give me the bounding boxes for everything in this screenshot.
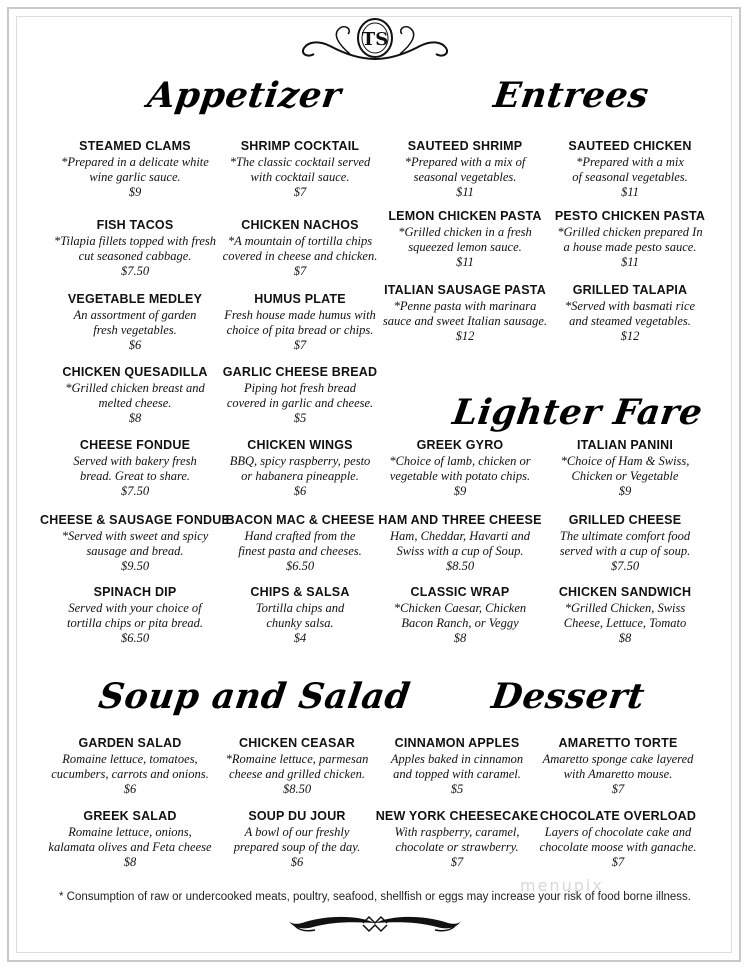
menu-item-chicken-wings bbox=[210, 437, 390, 499]
item-description: *Grilled Chicken, Swiss Cheese, Lettuce, Tomato bbox=[563, 601, 687, 630]
item-name: GRILLED CHEESE bbox=[568, 513, 682, 527]
appetizer-title: Appetizer bbox=[145, 75, 344, 116]
monogram-text: TS bbox=[361, 29, 389, 50]
item-price: $7 bbox=[611, 855, 625, 869]
item-name: PESTO CHICKEN PASTA bbox=[554, 209, 706, 223]
item-price: $7 bbox=[611, 782, 625, 796]
item-description: Tortilla chips and chunky salsa. bbox=[255, 601, 345, 630]
item-price: $8 bbox=[123, 855, 137, 869]
menu-item-pesto-chicken-pasta bbox=[540, 208, 720, 270]
item-price: $5 bbox=[450, 782, 464, 796]
item-name: CINNAMON APPLES bbox=[394, 736, 520, 750]
menu-item-amaretto-torte bbox=[528, 735, 708, 797]
soup-salad-title: Soup and Salad bbox=[96, 676, 413, 717]
item-name: GREEK GYRO bbox=[416, 438, 504, 452]
item-price: $9 bbox=[128, 185, 142, 199]
item-name: NEW YORK CHEESECAKE bbox=[375, 809, 539, 823]
item-description: *Grilled chicken breast and melted cheese. bbox=[65, 381, 205, 410]
item-price: $7 bbox=[293, 185, 307, 199]
menu-item-grilled-cheese bbox=[535, 512, 715, 574]
item-description: *Prepared with a mix of seasonal vegetables. bbox=[404, 155, 526, 184]
item-description: With raspberry, caramel, chocolate or strawberry. bbox=[394, 825, 520, 854]
item-price: $6.50 bbox=[285, 559, 315, 573]
item-description: Layers of chocolate cake and chocolate moose with ganache. bbox=[539, 825, 697, 854]
menu-item-steamed-clams bbox=[45, 138, 225, 200]
item-price: $7.50 bbox=[610, 559, 640, 573]
item-description: *Penne pasta with marinara sauce and sweet Italian sausage. bbox=[382, 299, 548, 328]
item-description: A bowl of our freshly prepared soup of the day. bbox=[233, 825, 361, 854]
item-name: CHOCOLATE OVERLOAD bbox=[539, 809, 697, 823]
item-description: Apples baked in cinnamon and topped with caramel. bbox=[390, 752, 524, 781]
item-name: SHRIMP COCKTAIL bbox=[240, 139, 360, 153]
item-name: ITALIAN PANINI bbox=[576, 438, 674, 452]
item-description: Amaretto sponge cake layered with Amaretto mouse. bbox=[542, 752, 694, 781]
item-price: $7.50 bbox=[120, 484, 150, 498]
item-name: BACON MAC & CHEESE bbox=[225, 513, 375, 527]
menu-item-cheese-fondue bbox=[45, 437, 225, 499]
menu-item-grilled-talapia bbox=[540, 282, 720, 344]
item-description: Served with your choice of tortilla chips or pita bread. bbox=[67, 601, 203, 630]
item-name: FISH TACOS bbox=[96, 218, 174, 232]
dessert-title: Dessert bbox=[489, 676, 648, 717]
menu-item-chicken-sandwich bbox=[535, 584, 715, 646]
item-price: $6 bbox=[293, 484, 307, 498]
item-name: CLASSIC WRAP bbox=[410, 585, 510, 599]
item-description: *The classic cocktail served with cocktail sauce. bbox=[229, 155, 371, 184]
menu-item-italian-sausage-pasta bbox=[370, 282, 560, 344]
menu-item-cinnamon-apples bbox=[367, 735, 547, 797]
item-name: CHEESE & SAUSAGE FONDUE bbox=[40, 513, 231, 527]
lighter-fare-title: Lighter Fare bbox=[450, 392, 706, 433]
item-name: GARLIC CHEESE BREAD bbox=[222, 365, 378, 379]
item-description: BBQ, spicy raspberry, pesto or habanera pineapple. bbox=[229, 454, 371, 483]
item-description: Romaine lettuce, onions, kalamata olives and Feta cheese bbox=[48, 825, 212, 854]
item-name: SAUTEED SHRIMP bbox=[407, 139, 523, 153]
item-name: ITALIAN SAUSAGE PASTA bbox=[384, 283, 546, 297]
item-name: GARDEN SALAD bbox=[78, 736, 182, 750]
menu-item-bacon-mac-cheese bbox=[210, 512, 390, 574]
item-price: $6 bbox=[123, 782, 137, 796]
item-price: $9.50 bbox=[120, 559, 150, 573]
item-description: Ham, Cheddar, Havarti and Swiss with a cup of Soup. bbox=[390, 529, 530, 558]
item-price: $7 bbox=[293, 338, 307, 352]
item-name: VEGETABLE MEDLEY bbox=[67, 292, 203, 306]
item-price: $6.50 bbox=[120, 631, 150, 645]
item-name: STEAMED CLAMS bbox=[79, 139, 191, 153]
item-description: Romaine lettuce, tomatoes, cucumbers, carrots and onions. bbox=[51, 752, 209, 781]
item-price: $11 bbox=[621, 185, 639, 199]
item-name: GRILLED TALAPIA bbox=[572, 283, 688, 297]
menu-item-ham-three-cheese bbox=[370, 512, 550, 574]
item-name: HAM AND THREE CHEESE bbox=[378, 513, 542, 527]
item-description: *Grilled chicken in a fresh squeezed lemon sauce. bbox=[398, 225, 532, 254]
menu-item-chocolate-overload bbox=[528, 808, 708, 870]
menu-item-humus-plate bbox=[210, 291, 390, 353]
menu-item-classic-wrap bbox=[370, 584, 550, 646]
item-description: Fresh house made humus with choice of pita bread or chips. bbox=[224, 308, 376, 337]
menu-item-spinach-dip bbox=[45, 584, 225, 646]
item-description: *Tilapia fillets topped with fresh cut seasoned cabbage. bbox=[53, 234, 217, 263]
item-price: $6 bbox=[128, 338, 142, 352]
item-price: $11 bbox=[456, 255, 474, 269]
menu-item-lemon-chicken-pasta bbox=[375, 208, 555, 270]
item-description: *Chicken Caesar, Chicken Bacon Ranch, or Veggy bbox=[393, 601, 527, 630]
menu-item-cheese-sausage-fondue bbox=[40, 512, 230, 574]
menu-item-greek-gyro bbox=[370, 437, 550, 499]
item-price: $11 bbox=[456, 185, 474, 199]
item-description: Served with bakery fresh bread. Great to share. bbox=[73, 454, 197, 483]
item-price: $7.50 bbox=[120, 264, 150, 278]
menu-item-vegetable-medley bbox=[45, 291, 225, 353]
item-name: SAUTEED CHICKEN bbox=[568, 139, 692, 153]
entrees-title: Entrees bbox=[491, 75, 652, 116]
item-description: *Served with sweet and spicy sausage and bread. bbox=[61, 529, 209, 558]
item-price: $7 bbox=[293, 264, 307, 278]
menu-item-chicken-nachos bbox=[210, 217, 390, 279]
bottom-flourish-ornament bbox=[285, 910, 465, 936]
item-description: *Served with basmati rice and steamed vegetables. bbox=[564, 299, 696, 328]
item-price: $11 bbox=[621, 255, 639, 269]
item-name: CHIPS & SALSA bbox=[250, 585, 350, 599]
item-description: Hand crafted from the finest pasta and cheeses. bbox=[238, 529, 362, 558]
item-description: Piping hot fresh bread covered in garlic and cheese. bbox=[226, 381, 374, 410]
item-description: *Grilled chicken prepared In a house made pesto sauce. bbox=[557, 225, 703, 254]
item-name: CHICKEN CEASAR bbox=[238, 736, 355, 750]
menu-item-chicken-ceasar bbox=[207, 735, 387, 797]
item-name: CHICKEN WINGS bbox=[247, 438, 353, 452]
menu-item-chips-salsa bbox=[210, 584, 390, 646]
item-description: *Romaine lettuce, parmesan cheese and grilled chicken. bbox=[225, 752, 369, 781]
item-description: *Prepared in a delicate white wine garlic sauce. bbox=[61, 155, 209, 184]
item-price: $9 bbox=[618, 484, 632, 498]
item-price: $6 bbox=[290, 855, 304, 869]
menu-item-new-york-cheesecake bbox=[367, 808, 547, 870]
item-name: LEMON CHICKEN PASTA bbox=[388, 209, 542, 223]
monogram-ornament bbox=[290, 14, 460, 64]
item-description: *Choice of lamb, chicken or vegetable with potato chips. bbox=[389, 454, 531, 483]
item-description: *Choice of Ham & Swiss, Chicken or Vegetable bbox=[560, 454, 690, 483]
item-price: $12 bbox=[455, 329, 475, 343]
menu-item-garlic-cheese-bread bbox=[210, 364, 390, 426]
item-price: $8 bbox=[618, 631, 632, 645]
item-name: HUMUS PLATE bbox=[254, 292, 346, 306]
item-name: CHICKEN QUESADILLA bbox=[62, 365, 208, 379]
item-price: $8 bbox=[453, 631, 467, 645]
item-name: AMARETTO TORTE bbox=[558, 736, 678, 750]
menu-item-chicken-quesadilla bbox=[45, 364, 225, 426]
menu-item-shrimp-cocktail bbox=[210, 138, 390, 200]
menu-item-sauteed-shrimp bbox=[375, 138, 555, 200]
item-price: $12 bbox=[620, 329, 640, 343]
item-description: The ultimate comfort food served with a cup of soup. bbox=[559, 529, 691, 558]
item-price: $4 bbox=[293, 631, 307, 645]
menu-item-greek-salad bbox=[40, 808, 220, 870]
menu-item-italian-panini bbox=[535, 437, 715, 499]
item-price: $8 bbox=[128, 411, 142, 425]
item-name: SOUP DU JOUR bbox=[248, 809, 346, 823]
menu-item-garden-salad bbox=[40, 735, 220, 797]
menu-item-soup-du-jour bbox=[207, 808, 387, 870]
item-price: $8.50 bbox=[282, 782, 312, 796]
item-name: SPINACH DIP bbox=[93, 585, 177, 599]
item-description: An assortment of garden fresh vegetables. bbox=[73, 308, 197, 337]
item-price: $9 bbox=[453, 484, 467, 498]
watermark: menupix bbox=[520, 876, 604, 895]
item-price: $8.50 bbox=[445, 559, 475, 573]
item-description: *Prepared with a mix of seasonal vegetables. bbox=[572, 155, 688, 184]
item-name: CHEESE FONDUE bbox=[79, 438, 191, 452]
item-price: $5 bbox=[293, 411, 307, 425]
menu-item-sauteed-chicken bbox=[540, 138, 720, 200]
item-description: *A mountain of tortilla chips covered in cheese and chicken. bbox=[222, 234, 378, 263]
item-name: GREEK SALAD bbox=[83, 809, 177, 823]
menu-item-fish-tacos bbox=[45, 217, 225, 279]
food-safety-footnote: * Consumption of raw or undercooked meats, poultry, seafood, shellfish or eggs may increase your risk of food borne illness. bbox=[59, 891, 691, 903]
item-name: CHICKEN NACHOS bbox=[241, 218, 359, 232]
item-price: $7 bbox=[450, 855, 464, 869]
item-name: CHICKEN SANDWICH bbox=[558, 585, 692, 599]
